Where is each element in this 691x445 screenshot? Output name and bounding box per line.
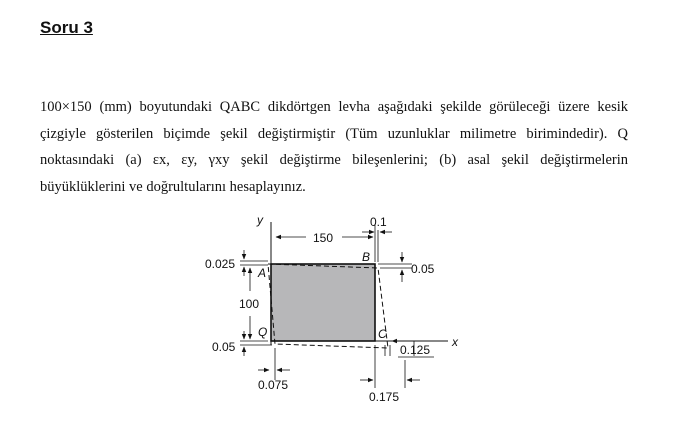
point-b-label: B: [362, 250, 371, 264]
b-dy-label: 0.05: [411, 262, 435, 276]
height-label: 100: [239, 297, 260, 311]
problem-statement: 100×150 (mm) boyutundaki QABC dikdörtgen levha aşağıdaki şekilde görüleceği üzere kesik çizgiyle gösterilen biçimde şekil değiştirmiştir (Tüm uzunluklar milimetre birimindedir). Q noktasındaki (a) εx, εy, γxy şekil değiştirme bileşenlerini; (b) asal şekil değiştirmelerin büyüklüklerini ve doğrultularını hesaplayınız.: [40, 99, 628, 195]
point-q-label: Q: [258, 325, 268, 339]
problem-heading: Soru 3: [40, 18, 93, 37]
q-dy-label: 0.05: [212, 340, 236, 354]
plate-rectangle: [271, 264, 375, 341]
q-dx-label: 0.075: [258, 378, 289, 392]
width-label: 150: [313, 231, 334, 245]
a-dy-label: 0.025: [205, 257, 236, 271]
c-total-dx-label: 0.175: [369, 390, 400, 404]
dx01-label: 0.1: [370, 215, 387, 229]
y-axis-label: y: [257, 213, 263, 227]
c-dx-label: 0.125: [400, 343, 431, 357]
point-a-label: A: [258, 266, 267, 280]
point-c-label: C: [378, 327, 387, 341]
x-axis-label: x: [452, 335, 458, 349]
